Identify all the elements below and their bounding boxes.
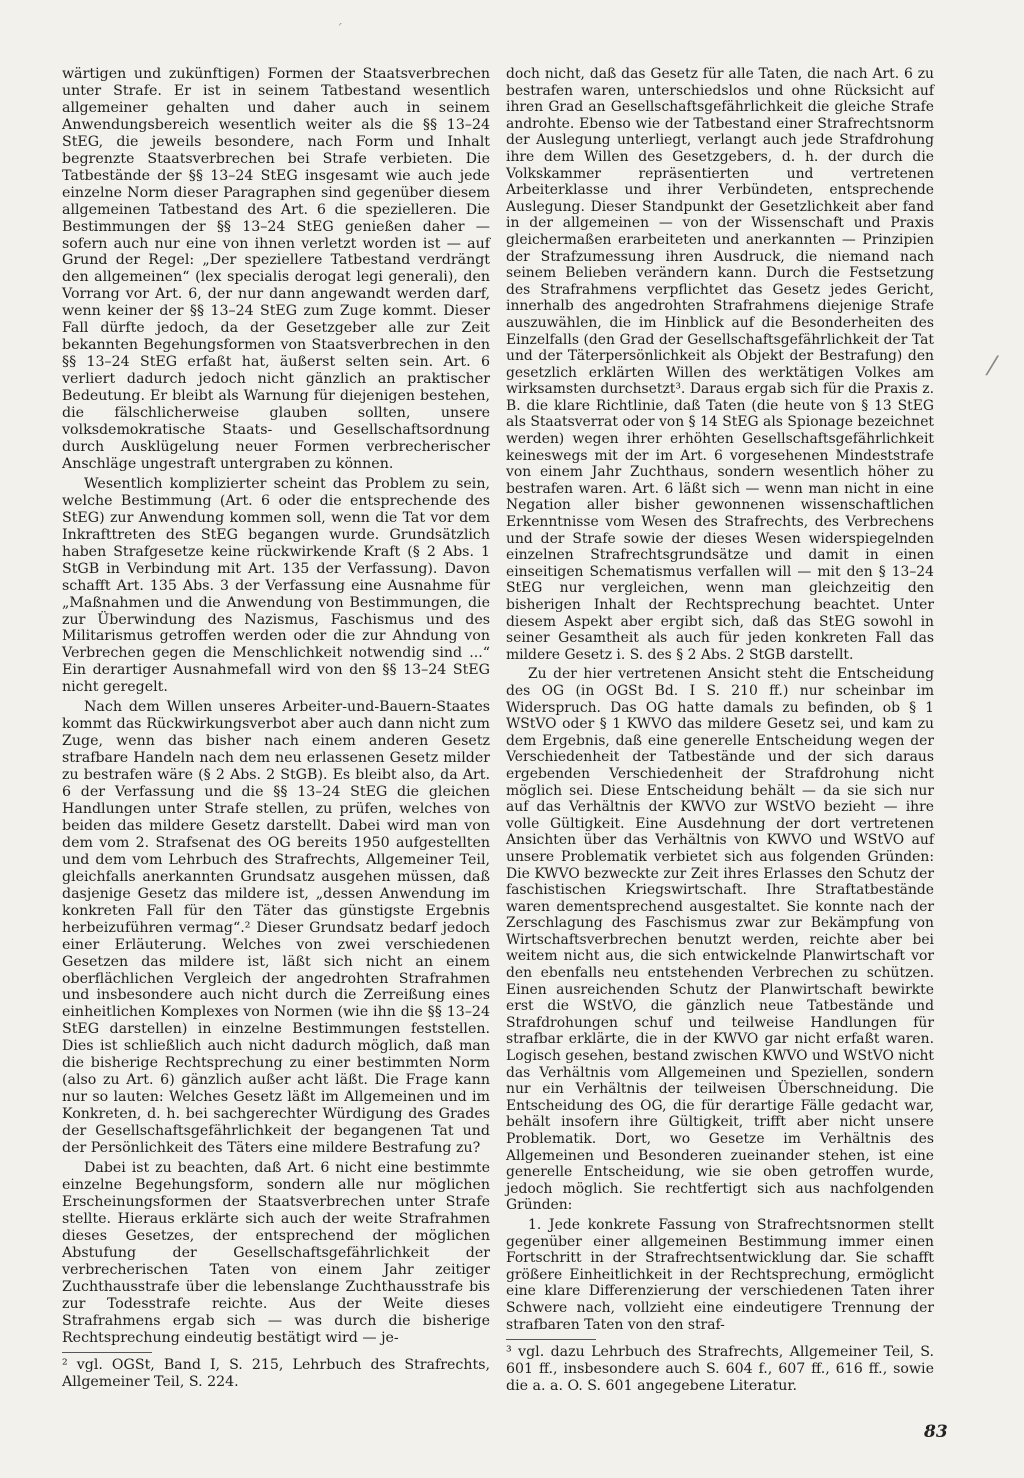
paragraph: 1. Jede konkrete Fassung von Strafrechtsnormen stellt gegenüber einer allgemeinen Bestimmung immer einen Fortschritt in der Strafrechtsentwicklung dar. Sie schafft größere Einheitlichkeit in der Rechtsprechung, ermöglicht eine klare Differenzierung der verschiedenen Taten ihrer Schwere nach, vollzieht eine eindeutigere Trennung der strafbaren Taten von den straf- bbox=[506, 1216, 934, 1333]
footnote: ³ vgl. dazu Lehrbuch des Strafrechts, Allgemeiner Teil, S. 601 ff., insbesondere auch S. 604 f., 607 ff., 616 ff., sowie die a. a. O. S. 601 angegebene Literatur. bbox=[506, 1344, 934, 1395]
paragraph: wärtigen und zukünftigen) Formen der Staatsverbrechen unter Strafe. Er ist in seinem Tatbestand wesentlich allgemeiner gehalten und daher auch in seinem Anwendungsbereich wesentlich weiter als die §§ 13–24 StEG, die jeweils besondere, nach Form und Inhalt begrenzte Staatsverbrechen bei Strafe verbieten. Die Tatbestände der §§ 13–24 StEG insgesamt wie auch jede einzelne Norm dieser Paragraphen sind gegenüber diesem allgemeinen Tatbestand des Art. 6 die spezielleren. Die Bestimmungen der §§ 13–24 StEG genießen daher — sofern auch nur eine von ihnen verletzt worden ist — auf Grund der Regel: „Der speziellere Tatbestand verdrängt den allgemeinen“ (lex specialis derogat legi generali), den Vorrang vor Art. 6, der nur dann angewandt werden darf, wenn keiner der §§ 13–24 StEG zum Zuge kommt. Dieser Fall dürfte jedoch, da der Gesetzgeber alle zur Zeit bekannten Begehungsformen von Staatsverbrechen in den §§ 13–24 StEG erfaßt hat, äußerst selten sein. Art. 6 verliert dadurch jedoch nicht gänzlich an praktischer Bedeutung. Er bleibt als Warnung für diejenigen bestehen, die fälschlicherweise glauben sollten, unsere volksdemokratische Staats- und Gesellschaftsordnung durch Ausklügelung neuer Formen verbrecherischer Anschläge ungestraft untergraben zu können. bbox=[62, 66, 490, 472]
paragraph: Zu der hier vertretenen Ansicht steht die Entscheidung des OG (in OGSt Bd. I S. 210 ff.) nur scheinbar im Widerspruch. Das OG hatte damals zu befinden, ob § 1 WStVO oder § 1 KWVO das mildere Gesetz sei, und kam zu dem Ergebnis, daß eine generelle Entscheidung wegen der Verschiedenheit der Tatbestände und der sich daraus ergebenden Verschiedenheit der Strafdrohung nicht möglich sei. Diese Entscheidung behält — da sie sich nur auf das Verhältnis der KWVO zur WStVO bezieht — ihre volle Gültigkeit. Eine Ausdehnung der dort vertretenen Ansichten über das Verhältnis von KWVO und WStVO auf unsere Problematik verbietet sich aus folgenden Gründen: Die KWVO bezweckte zur Zeit ihres Erlasses den Schutz der faschistischen Kriegswirtschaft. Ihre Straftatbestände waren dementsprechend ausgestaltet. Sie konnte nach der Zerschlagung des Faschismus zwar zur Bekämpfung von Wirtschaftsverbrechen benutzt werden, reichte aber bei weitem nicht aus, die sich entwickelnde Planwirtschaft vor den ebenfalls neu entstehenden Verbrechen zu schützen. Einen ausreichenden Schutz der Planwirtschaft bewirkte erst die WStVO, die gänzlich neue Tatbestände und Strafdrohungen schuf und teilweise Handlungen für strafbar erklärte, die in der KWVO gar nicht erfaßt waren. Logisch gesehen, bestand zwischen KWVO und WStVO nicht das Verhältnis vom Allgemeinen und Speziellen, sondern nur ein Verhältnis der teilweisen Überschneidung. Die Entscheidung des OG, die für derartige Fälle gedacht war, behält insofern ihre Gültigkeit, trifft aber nicht unsere Problematik. Dort, wo Gesetze im Verhältnis des Allgemeinen und Besonderen zueinander stehen, ist eine generelle Entscheidung, wie sie oben getroffen wurde, jedoch möglich. Sie rechtfertigt sich aus nachfolgenden Gründen: bbox=[506, 666, 934, 1214]
left-column bbox=[62, 66, 490, 1391]
paragraph: Wesentlich komplizierter scheint das Problem zu sein, welche Bestimmung (Art. 6 oder die entsprechende des StEG) zur Anwendung kommen soll, wenn die Tat vor dem Inkrafttreten des StEG begangen wurde. Grundsätzlich haben Strafgesetze keine rückwirkende Kraft (§ 2 Abs. 1 StGB in Verbindung mit Art. 135 der Verfassung). Davon schafft Art. 135 Abs. 3 der Verfassung eine Ausnahme für „Maßnahmen und die Anwendung von Bestimmungen, die zur Überwindung des Nazismus, Faschismus und des Militarismus getroffen werden oder die zur Ahndung von Verbrechen gegen die Menschlichkeit notwendig sind ...“ Ein derartiger Ausnahmefall wird von den §§ 13–24 StEG nicht geregelt. bbox=[62, 475, 490, 696]
footnote-divider bbox=[506, 1339, 596, 1340]
right-column bbox=[506, 66, 934, 1395]
page-number: 83 bbox=[924, 1422, 948, 1442]
paragraph: doch nicht, daß das Gesetz für alle Taten, die nach Art. 6 zu bestrafen waren, unterschiedslos und ohne Rücksicht auf ihren Grad an Gesellschaftsgefährlichkeit die gleiche Strafe androhte. Ebenso wie der Tatbestand einer Strafrechtsnorm der Auslegung unterliegt, verlangt auch jede Strafdrohung ihre dem Willen des Gesetzgebers, d. h. der durch die Volkskammer repräsentierten und vertretenen Arbeiterklasse und ihrer Verbündeten, entsprechende Auslegung. Dieser Standpunkt der Gesetzlichkeit aber fand in der allgemeinen — von der Wissenschaft und Praxis gleichermaßen erarbeiteten und anerkannten — Prinzipien der Strafzumessung ihren Ausdruck, die niemand nach seinem Belieben verändern kann. Durch die Festsetzung des Strafrahmens verpflichtet das Gesetz jedes Gericht, innerhalb des angedrohten Strafrahmens diejenige Strafe auszuwählen, die im Hinblick auf die Besonderheiten des Einzelfalls (den Grad der Gesellschaftsgefährlichkeit der Tat und der Täterpersönlichkeit als Objekt der Bestrafung) den gesetzlich erklärten Willen des werktätigen Volkes am wirksamsten durchsetzt³. Daraus ergab sich für die Praxis z. B. die klare Richtlinie, daß Taten (die heute von § 13 StEG als Staatsverrat oder von § 14 StEG als Spionage bezeichnet werden) wegen ihrer erhöhten Gesellschaftsgefährlichkeit keineswegs mit der im Art. 6 vorgesehenen Mindeststrafe von einem Jahr Zuchthaus, sondern wesentlich höher zu bestrafen waren. Art. 6 läßt sich — wenn man nicht in eine Negation aller bisher gewonnenen wissenschaftlichen Erkenntnisse vom Wesen des Strafrechts, des Verbrechens und der Strafe sowie der dieses Wesen widerspiegelnden einzelnen Strafrechtsgrundsätze und damit in einen einseitigen Schematismus verfallen will — mit den § 13–24 StEG nur vergleichen, wenn man gleichzeitig den bisherigen Inhalt der Rechtsprechung beachtet. Unter diesem Aspekt aber ergibt sich, daß das StEG sowohl in seiner Gesamtheit als auch für jeden konkreten Fall das mildere Gesetz i. S. des § 2 Abs. 2 StGB darstellt. bbox=[506, 66, 934, 663]
margin-mark: ´ bbox=[336, 22, 343, 38]
paragraph: Nach dem Willen unseres Arbeiter-und-Bauern-Staates kommt das Rückwirkungsverbot aber auch dann nicht zum Zuge, wenn das bisher nach einem anderen Gesetz strafbare Handeln nach dem neu erlassenen Gesetz milder zu bestrafen wäre (§ 2 Abs. 2 StGB). Es bleibt also, da Art. 6 der Verfassung und die §§ 13–24 StEG die gleichen Handlungen unter Strafe stellen, zu prüfen, welches von beiden das mildere Gesetz darstellt. Dabei wird man von dem vom 2. Strafsenat des OG bereits 1950 aufgestellten und dem vom Lehrbuch des Strafrechts, Allgemeiner Teil, gleichfalls anerkannten Grundsatz ausgehen müssen, daß dasjenige Gesetz das mildere ist, „dessen Anwendung im konkreten Fall für den Täter das günstigste Ergebnis herbeizuführen vermag“.² Dieser Grundsatz bedarf jedoch einer Erläuterung. Welches von zwei verschiedenen Gesetzen das mildere ist, läßt sich nicht an einem oberflächlichen Vergleich der angedrohten Strafrahmen und insbesondere auch nicht durch die Zerreißung eines einheitlichen Komplexes von Normen (wie ihn die §§ 13–24 StEG darstellen) in einzelne Bestimmungen feststellen. Dies ist schließlich auch nicht dadurch möglich, daß man die bisherige Rechtsprechung zu einer bestimmten Norm (also zu Art. 6) gänzlich außer acht läßt. Die Frage kann nur so lauten: Welches Gesetz läßt im Allgemeinen und im Konkreten, d. h. bei sachgerechter Würdigung des Grades der Gesellschaftsgefährlichkeit der begangenen Tat und der Persönlichkeit des Täters eine mildere Bestrafung zu? bbox=[62, 699, 490, 1157]
footnote: ² vgl. OGSt, Band I, S. 215, Lehrbuch des Strafrechts, Allgemeiner Teil, S. 224. bbox=[62, 1357, 490, 1391]
paragraph: Dabei ist zu beachten, daß Art. 6 nicht eine bestimmte einzelne Begehungsform, sondern alle nur möglichen Erscheinungsformen der Staatsverbrechen unter Strafe stellte. Hieraus erklärte sich auch der weite Strafrahmen dieses Gesetzes, der entsprechend der möglichen Abstufung der Gesellschaftsgefährlichkeit der verbrecherischen Taten von einem Jahr zeitiger Zuchthausstrafe über die lebenslange Zuchthausstrafe bis zur Todesstrafe reichte. Aus der Weite dieses Strafrahmens ergab sich — was durch die bisherige Rechtsprechung eindeutig bestätigt wird — je- bbox=[62, 1160, 490, 1346]
margin-mark: ⁄ bbox=[990, 352, 995, 382]
footnote-divider bbox=[62, 1352, 152, 1353]
